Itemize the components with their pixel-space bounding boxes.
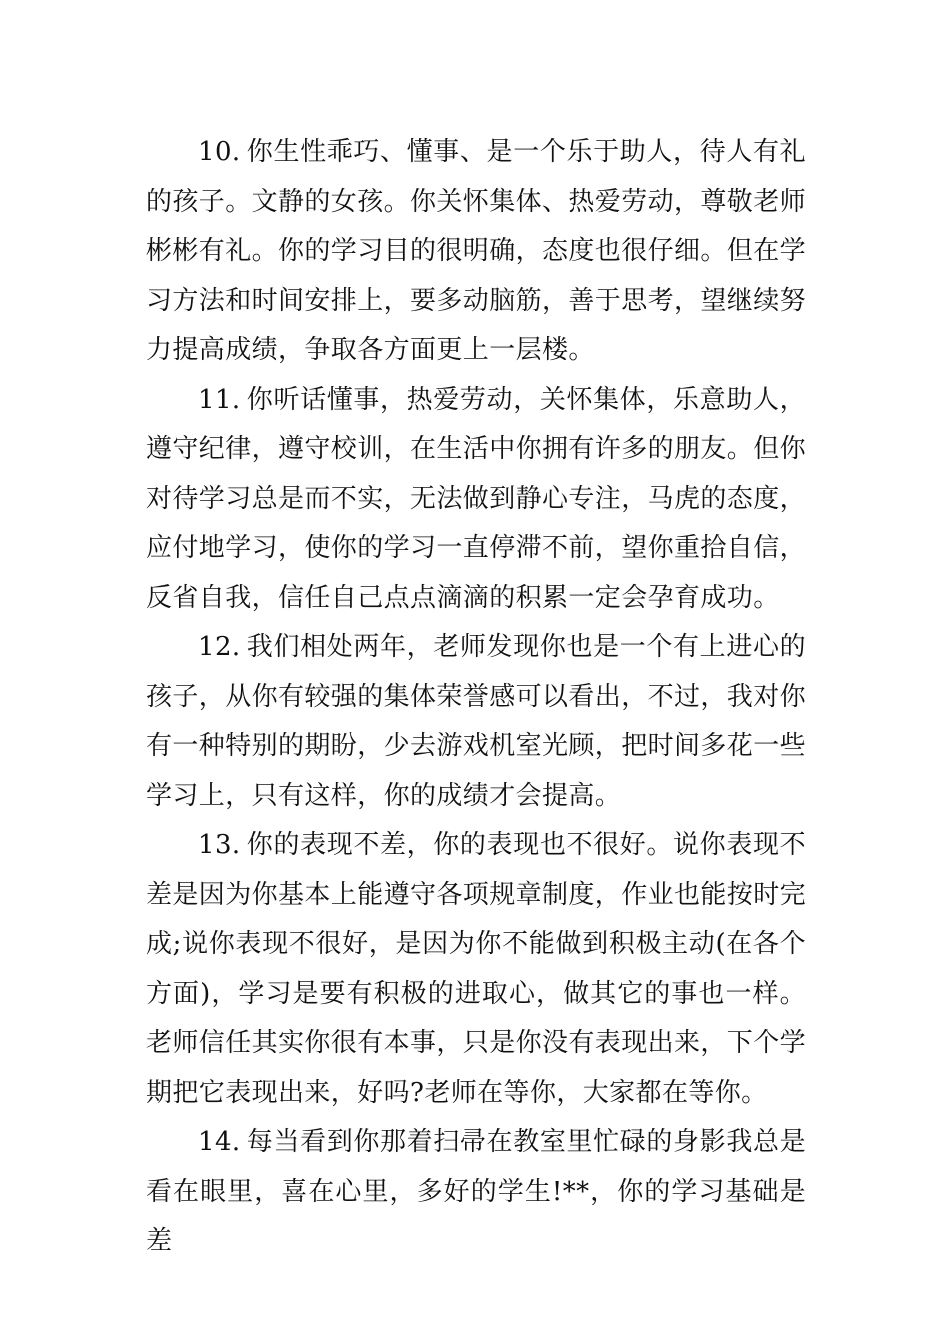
comment-paragraph-13 <box>146 821 806 1118</box>
paragraph-text: 你听话懂事，热爱劳动，关怀集体，乐意助人，遵守纪律，遵守校训，在生活中你拥有许多的朋友。但你对待学习总是而不实，无法做到静心专注，马虎的态度，应付地学习，使你的学习一直停滞不前，望你重拾自信，反省自我，信任自己点点滴滴的积累一定会孕育成功。 <box>146 384 807 613</box>
paragraph-text: 你的表现不差，你的表现也不很好。说你表现不差是因为你基本上能遵守各项规章制度，作业也能按时完成;说你表现不很好，是因为你不能做到积极主动(在各个方面)，学习是要有积极的进取心，做其它的事也一样。老师信任其实你很有本事，只是你没有表现出来，下个学期把它表现出来，好吗?老师在等你，大家都在等你。 <box>146 830 807 1108</box>
document-page <box>146 128 806 1267</box>
paragraph-number: 12. <box>198 632 241 662</box>
paragraph-text: 每当看到你那着扫帚在教室里忙碌的身影我总是看在眼里，喜在心里，多好的学生!**，你的学习基础是差 <box>146 1127 806 1256</box>
paragraph-number: 10. <box>198 137 241 167</box>
paragraph-text: 我们相处两年，老师发现你也是一个有上进心的孩子，从你有较强的集体荣誉感可以看出，不过，我对你有一种特别的期盼，少去游戏机室光顾，把时间多花一些学习上，只有这样，你的成绩才会提高。 <box>146 632 807 811</box>
comment-paragraph-11 <box>146 376 806 624</box>
comment-paragraph-14 <box>146 1118 806 1267</box>
paragraph-number: 13. <box>198 830 241 860</box>
paragraph-text: 你生性乖巧、懂事、是一个乐于助人，待人有礼的孩子。文静的女孩。你关怀集体、热爱劳动，尊敬老师彬彬有礼。你的学习目的很明确，态度也很仔细。但在学习方法和时间安排上，要多动脑筋，善于思考，望继续努力提高成绩，争取各方面更上一层楼。 <box>146 137 807 365</box>
comment-paragraph-10 <box>146 128 806 376</box>
paragraph-number: 14. <box>198 1127 241 1157</box>
comment-paragraph-12 <box>146 623 806 821</box>
paragraph-number: 11. <box>198 384 241 415</box>
